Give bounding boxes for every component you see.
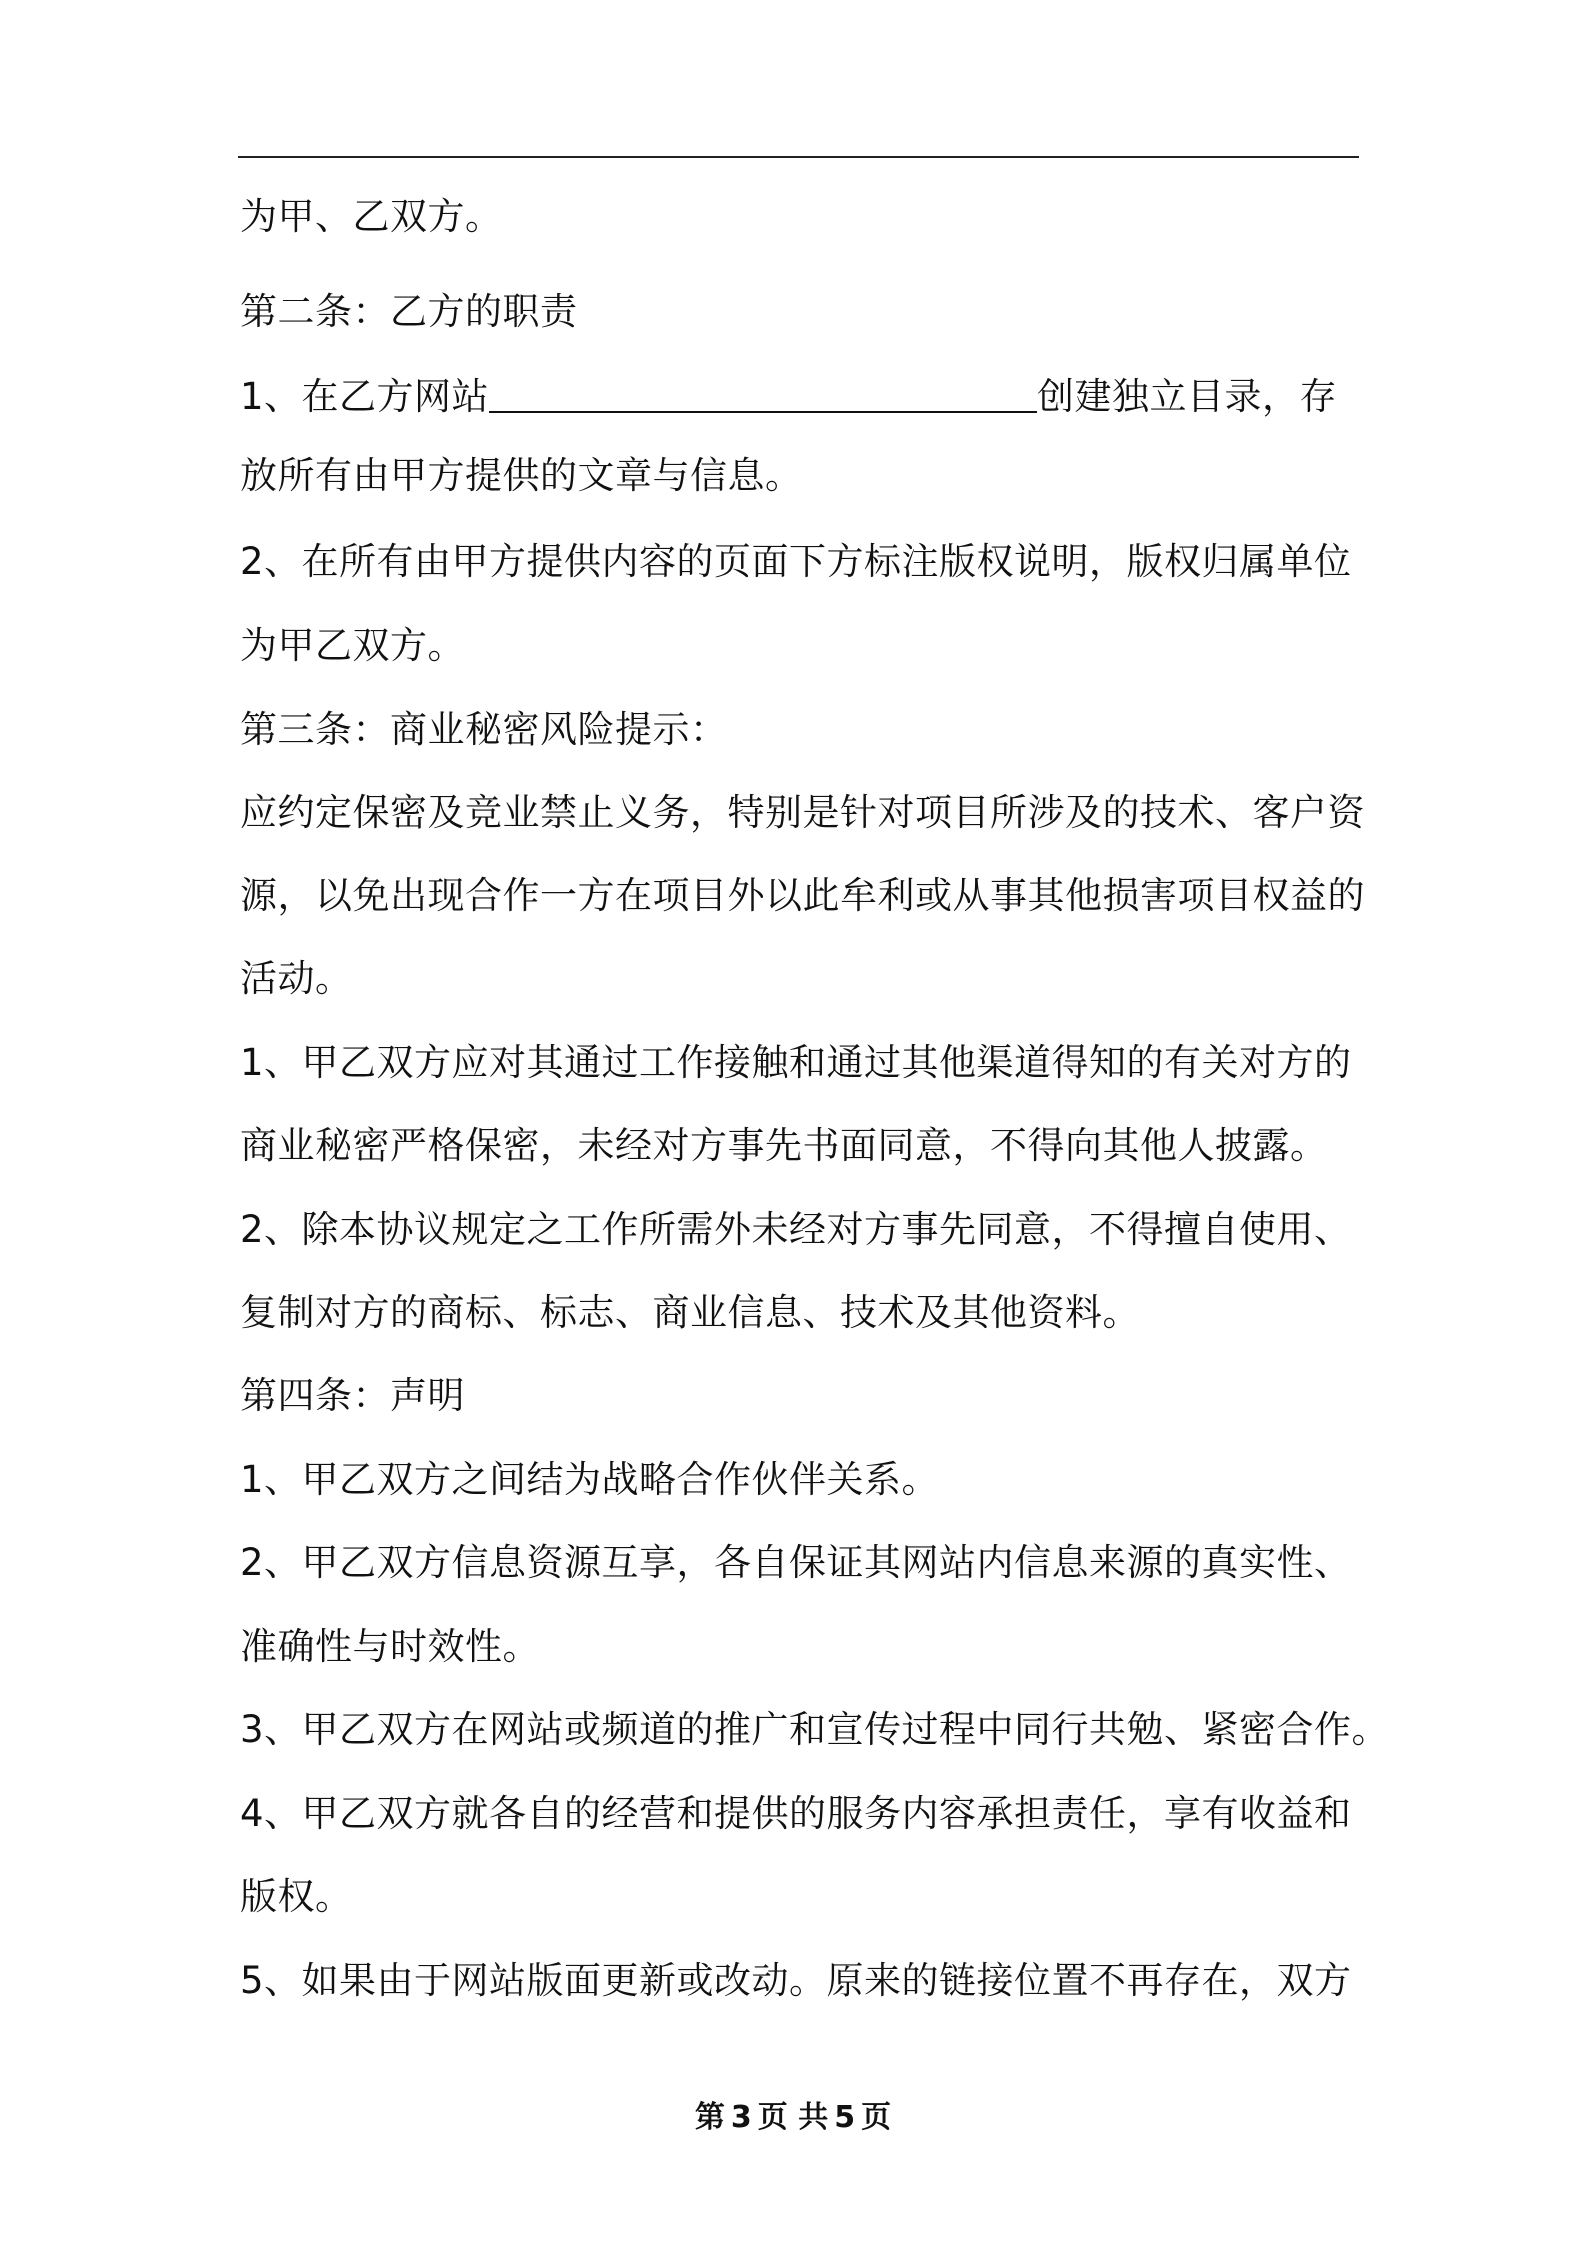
text-line: 2、甲乙双方信息资源互享，各自保证其网站内信息来源的真实性、 xyxy=(240,1541,1352,1584)
text-line: 为甲乙双方。 xyxy=(240,624,465,667)
page-label-mid: 页 共 xyxy=(757,2100,829,2135)
page-number-footer xyxy=(0,2098,1586,2138)
text-line: 2、除本协议规定之工作所需外未经对方事先同意，不得擅自使用、 xyxy=(240,1208,1352,1251)
text-line: 为甲、乙双方。 xyxy=(240,195,503,238)
text-line: 1、甲乙双方之间结为战略合作伙伴关系。 xyxy=(240,1458,940,1501)
section-heading: 第三条：商业秘密风险提示： xyxy=(240,708,728,751)
text-line: 4、甲乙双方就各自的经营和提供的服务内容承担责任，享有收益和 xyxy=(240,1792,1352,1835)
fill-in-blank xyxy=(489,375,1037,413)
text-line: 放所有由甲方提供的文章与信息。 xyxy=(240,454,803,497)
text-after-blank: 创建独立目录，存 xyxy=(1037,375,1338,418)
section-heading: 第四条：声明 xyxy=(240,1374,465,1417)
header-divider xyxy=(238,156,1359,158)
text-line: 版权。 xyxy=(240,1875,353,1918)
text-line: 商业秘密严格保密，未经对方事先书面同意，不得向其他人披露。 xyxy=(240,1124,1328,1167)
section-heading: 第二条：乙方的职责 xyxy=(240,290,578,333)
text-line: 2、在所有由甲方提供内容的页面下方标注版权说明，版权归属单位 xyxy=(240,540,1352,583)
text-line: 准确性与时效性。 xyxy=(240,1625,540,1668)
text-line: 活动。 xyxy=(240,957,353,1000)
text-line: 3、甲乙双方在网站或频道的推广和宣传过程中同行共勉、紧密合作。 xyxy=(240,1708,1390,1751)
text-line: 复制对方的商标、标志、商业信息、技术及其他资料。 xyxy=(240,1291,1140,1334)
text-before-blank: 1、在乙方网站 xyxy=(240,375,490,418)
text-line: 1、甲乙双方应对其通过工作接触和通过其他渠道得知的有关对方的 xyxy=(240,1041,1352,1084)
total-page-number: 5 xyxy=(834,2100,856,2135)
current-page-number: 3 xyxy=(730,2100,752,2135)
text-line: 源，以免出现合作一方在项目外以此牟利或从事其他损害项目权益的 xyxy=(240,874,1365,917)
page-label-prefix: 第 xyxy=(694,2100,725,2135)
text-line: 5、如果由于网站版面更新或改动。原来的链接位置不再存在，双方 xyxy=(240,1959,1352,2002)
text-line-with-blank xyxy=(240,373,1337,421)
text-line: 应约定保密及竞业禁止义务，特别是针对项目所涉及的技术、客户资 xyxy=(240,791,1365,834)
page-label-suffix: 页 xyxy=(861,2100,892,2135)
